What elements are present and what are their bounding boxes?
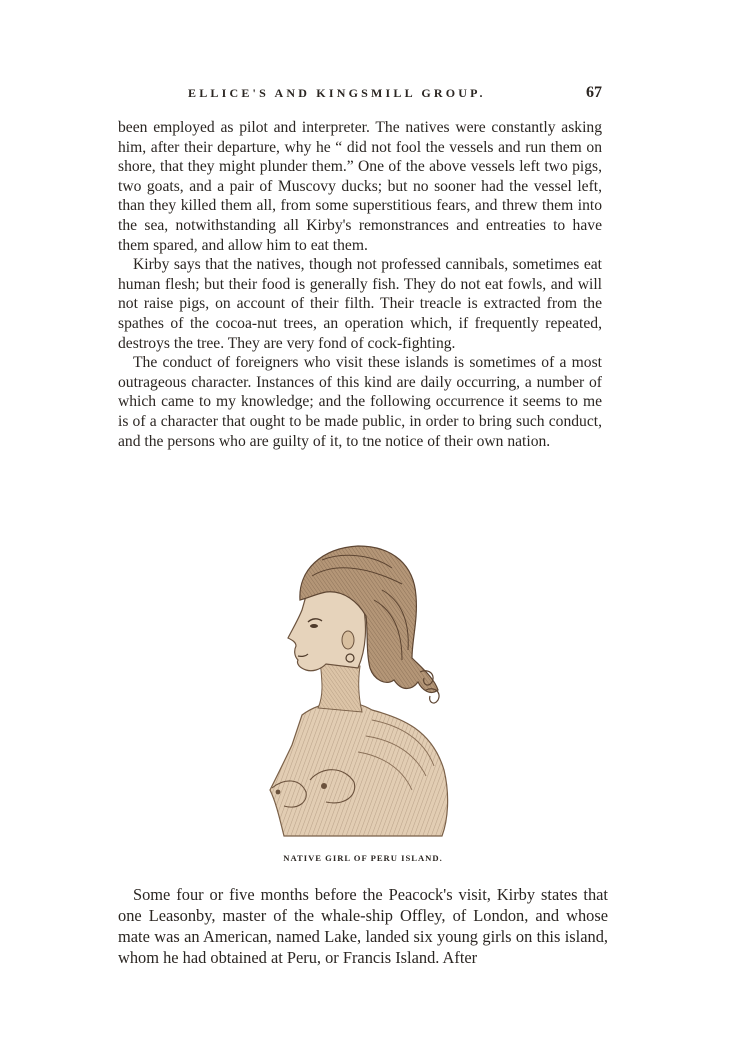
portrait-engraving [262, 540, 454, 840]
page-number: 67 [586, 84, 602, 101]
paragraph-3: The conduct of foreigners who visit these islands is sometimes of a most outrageous character. Instances of this kind are daily occurring, a number of which came to my knowledge; and the following occurrence it seems to me is of a character that ought to be made public, in order to bring such conduct, and the persons who are guilty of it, to tne notice of their own nation. [118, 354, 602, 450]
engraving-illustration [262, 540, 454, 840]
running-head [118, 84, 608, 108]
body-text [118, 118, 602, 451]
paragraph-4: Some four or five months before the Peacock's visit, Kirby states that one Leasonby, master of the whale-ship Offley, of London, and whose mate was an American, named Lake, landed six young girls on this island, whom he had obtained at Peru, or Francis Island. After [118, 885, 608, 967]
paragraph-1: been employed as pilot and interpreter. The natives were constantly asking him, after their departure, why he “ did not fool the vessels and run them on shore, that they might plunder them.” One of the above vessels left two pigs, two goats, and a pair of Muscovy ducks; but no sooner had the vessel left, than they killed them all, from some superstitious fears, and threw them into the sea, notwithstanding all Kirby's remonstrances and entreaties to have them spared, and allow him to eat them. [118, 119, 602, 254]
body-text-continued [118, 884, 608, 968]
figure-caption: NATIVE GIRL OF PERU ISLAND. [283, 853, 443, 863]
running-title: ELLICE'S AND KINGSMILL GROUP. [188, 86, 486, 100]
paragraph-2: Kirby says that the natives, though not professed cannibals, sometimes eat human flesh; but their food is generally fish. They do not eat fowls, and will not raise pigs, on account of their filth. Their treacle is extracted from the spathes of the cocoa-nut trees, an operation which, if frequently repeated, destroys the tree. They are very fond of cock-fighting. [118, 256, 602, 352]
